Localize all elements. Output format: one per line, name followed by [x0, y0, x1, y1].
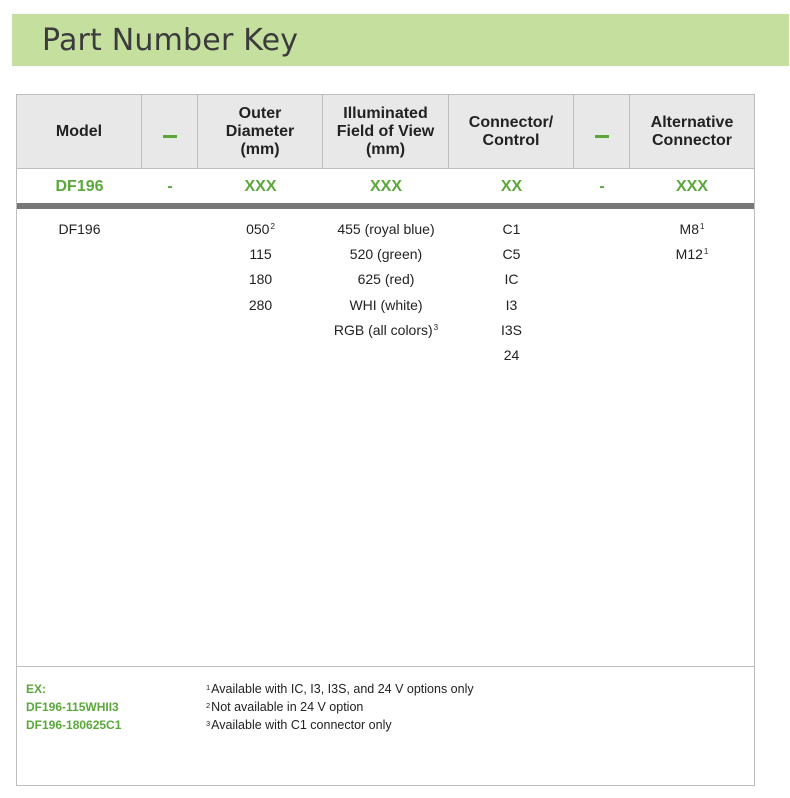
option-footnote-mark: 3 — [433, 322, 439, 332]
option-text: 625 (red) — [357, 271, 415, 288]
code-row — [17, 168, 754, 204]
option-text: IC — [504, 271, 519, 288]
footnote — [206, 680, 474, 698]
option-text: C1 — [502, 221, 521, 237]
options-model — [17, 220, 142, 245]
option-footnote-mark: 1 — [703, 247, 709, 257]
option-item — [17, 220, 142, 245]
option-text: 455 (royal blue) — [337, 221, 435, 237]
option-text: 280 — [248, 296, 273, 313]
code-alternative-connector: XXX — [675, 177, 708, 195]
examples-block — [26, 680, 121, 734]
header-outer-diameter: Outer Diameter (mm) — [198, 95, 323, 168]
option-item — [323, 220, 449, 245]
option-item — [449, 296, 574, 321]
option-footnote-mark: 2 — [270, 222, 275, 231]
option-item — [323, 296, 449, 321]
option-text: 520 (green) — [349, 246, 423, 263]
dash-icon — [163, 135, 177, 138]
option-text: WHI (white) — [349, 296, 423, 313]
code-model: DF196 — [55, 177, 104, 195]
option-item — [449, 245, 574, 270]
option-item — [630, 220, 754, 245]
footnote — [206, 716, 474, 734]
example-item: DF196-180625C1 — [26, 718, 122, 732]
footnote-text: Available with C1 connector only — [211, 718, 392, 732]
option-text: 050 — [246, 221, 270, 237]
option-text: M12 — [675, 246, 703, 263]
option-text: M8 — [679, 221, 699, 237]
option-item — [198, 296, 323, 321]
footnotes-block — [206, 680, 474, 734]
option-item — [323, 245, 449, 270]
header-model: Model — [17, 95, 142, 168]
footer-divider — [17, 666, 754, 667]
option-text: 24 — [503, 346, 520, 363]
options-outer-diameter — [198, 220, 323, 321]
option-item — [449, 220, 574, 245]
option-text: RGB (all colors) — [333, 321, 433, 338]
options-area — [17, 209, 754, 667]
options-connector-control — [449, 220, 574, 371]
option-footnote-mark: 1 — [700, 222, 705, 231]
code-separator-1: - — [167, 177, 173, 195]
option-item — [198, 220, 323, 245]
option-item — [449, 270, 574, 295]
option-text: 180 — [248, 271, 273, 288]
option-item — [323, 321, 449, 346]
footnote-text: Not available in 24 V option — [211, 700, 364, 714]
header-illuminated-fov: Illuminated Field of View (mm) — [323, 95, 449, 168]
option-item — [630, 245, 754, 270]
footnote-number: 3 — [206, 719, 211, 728]
code-connector-control: XX — [500, 177, 523, 195]
code-outer-diameter: XXX — [244, 177, 277, 195]
option-text: C5 — [502, 246, 521, 263]
header-separator-1 — [142, 95, 198, 168]
page-title: Part Number Key — [42, 22, 299, 58]
options-illuminated-fov — [323, 220, 449, 346]
footnote-number: 1 — [206, 683, 211, 692]
option-text: DF196 — [58, 221, 101, 237]
options-alternative-connector — [630, 220, 754, 270]
header-separator-2 — [574, 95, 630, 168]
option-text: I3S — [500, 321, 522, 338]
examples-label: EX: — [26, 682, 47, 696]
footnote-number: 2 — [206, 701, 211, 710]
header-row — [17, 95, 754, 168]
part-number-table — [16, 94, 755, 786]
example-item: DF196-115WHII3 — [26, 700, 119, 714]
option-item — [198, 245, 323, 270]
footnote-text: Available with IC, I3, I3S, and 24 V options only — [211, 682, 474, 696]
option-item — [449, 346, 574, 371]
dash-icon — [595, 135, 609, 138]
code-illuminated-fov: XXX — [369, 177, 402, 195]
header-connector-control: Connector/ Control — [449, 95, 574, 168]
option-item — [198, 270, 323, 295]
option-text: I3 — [505, 296, 518, 313]
option-text: 115 — [249, 246, 272, 263]
footnote — [206, 698, 474, 716]
option-item — [323, 270, 449, 295]
header-alternative-connector: Alternative Connector — [650, 113, 734, 149]
title-bar — [12, 14, 789, 66]
option-item — [449, 321, 574, 346]
code-separator-2: - — [599, 177, 605, 195]
